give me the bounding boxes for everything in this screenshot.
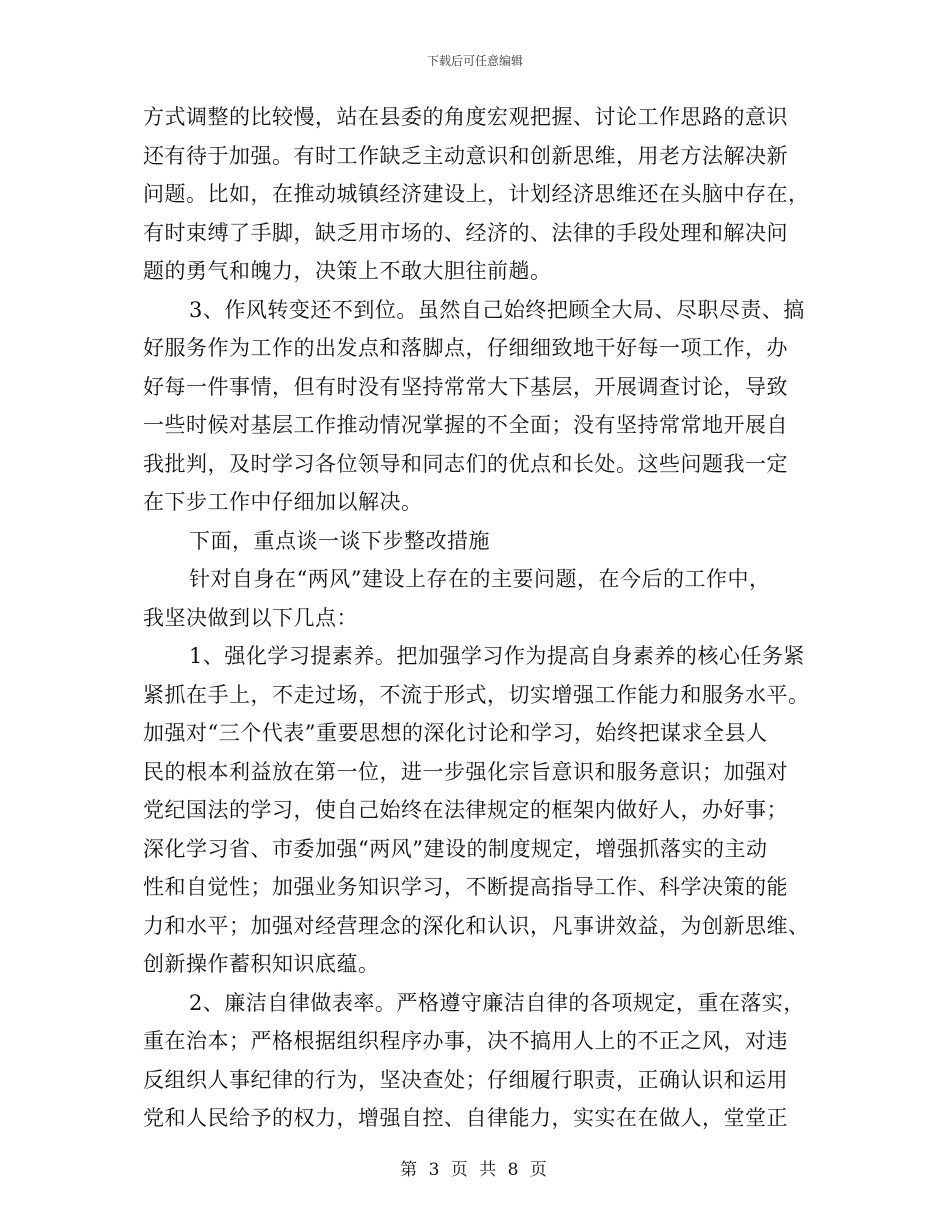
- paragraph-start-line: 针对自身在“两风”建设上存在的主要问题，在今后的工作中，: [189, 567, 771, 591]
- text-line: 一些时候对基层工作推动情况掌握的不全面；没有坚持常常地开展自: [143, 413, 788, 437]
- text-line: 创新操作蓄积知识底蕴。: [143, 952, 380, 976]
- text-line: 加强对“三个代表”重要思想的深化讨论和学习，始终把谋求全县人: [143, 721, 768, 745]
- text-line: 性和自觉性；加强业务知识学习，不断提高指导工作、科学决策的能: [143, 875, 788, 899]
- text-line: 问题。比如，在推动城镇经济建设上，计划经济思维还在头脑中存在，: [143, 182, 810, 206]
- paragraph-start-line: 下面，重点谈一谈下步整改措施: [189, 528, 490, 553]
- text-line: 在下步工作中仔细加以解决。: [143, 490, 423, 514]
- text-line: 好服务作为工作的出发点和落脚点，仔细细致地干好每一项工作，办: [143, 336, 788, 360]
- paragraph-start-line: 1、强化学习提素养。把加强学习作为提高自身素养的核心任务紧: [189, 644, 805, 668]
- text-line: 题的勇气和魄力，决策上不敢大胆往前趟。: [143, 259, 552, 283]
- text-line: 民的根本利益放在第一位，进一步强化宗旨意识和服务意识；加强对: [143, 759, 788, 784]
- text-line: 紧抓在手上，不走过场，不流于形式，切实增强工作能力和服务水平。: [143, 682, 810, 707]
- page-header: 下载后可任意编辑: [426, 54, 523, 68]
- text-line: 有时束缚了手脚，缺乏用市场的、经济的、法律的手段处理和解决问: [143, 220, 788, 245]
- paragraph-start-line: 3、作风转变还不到位。虽然自己始终把顾全大局、尽职尽责、搞: [189, 297, 805, 322]
- text-line: 党纪国法的学习，使自己始终在法律规定的框架内做好人，办好事；: [143, 798, 788, 822]
- text-line: 反组织人事纪律的行为，坚决查处；仔细履行职责，正确认识和运用: [143, 1067, 788, 1092]
- paragraph-start-line: 2、廉洁自律做表率。严格遵守廉洁自律的各项规定，重在落实，: [189, 990, 805, 1015]
- page-footer: 第 3 页 共 8 页: [400, 1160, 550, 1180]
- text-line: 我坚决做到以下几点：: [143, 605, 358, 630]
- text-line: 力和水平；加强对经营理念的深化和认识，凡事讲效益，为创新思维、: [143, 913, 810, 938]
- text-line: 还有待于加强。有时工作缺乏主动意识和创新思维，用老方法解决新: [143, 143, 788, 168]
- text-line: 党和人民给予的权力，增强自控、自律能力，实实在在做人，堂堂正: [143, 1106, 788, 1130]
- document-body: [143, 98, 813, 1138]
- text-line: 方式调整的比较慢，站在县委的角度宏观把握、讨论工作思路的意识: [143, 105, 788, 129]
- text-line: 深化学习省、市委加强“两风”建设的制度规定，增强抓落实的主动: [143, 836, 768, 861]
- text-line: 重在治本；严格根据组织程序办事，决不搞用人上的不正之风，对违: [143, 1029, 788, 1053]
- text-line: 好每一件事情，但有时没有坚持常常大下基层，开展调查讨论，导致: [143, 374, 788, 399]
- text-line: 我批判，及时学习各位领导和同志们的优点和长处。这些问题我一定: [143, 451, 788, 476]
